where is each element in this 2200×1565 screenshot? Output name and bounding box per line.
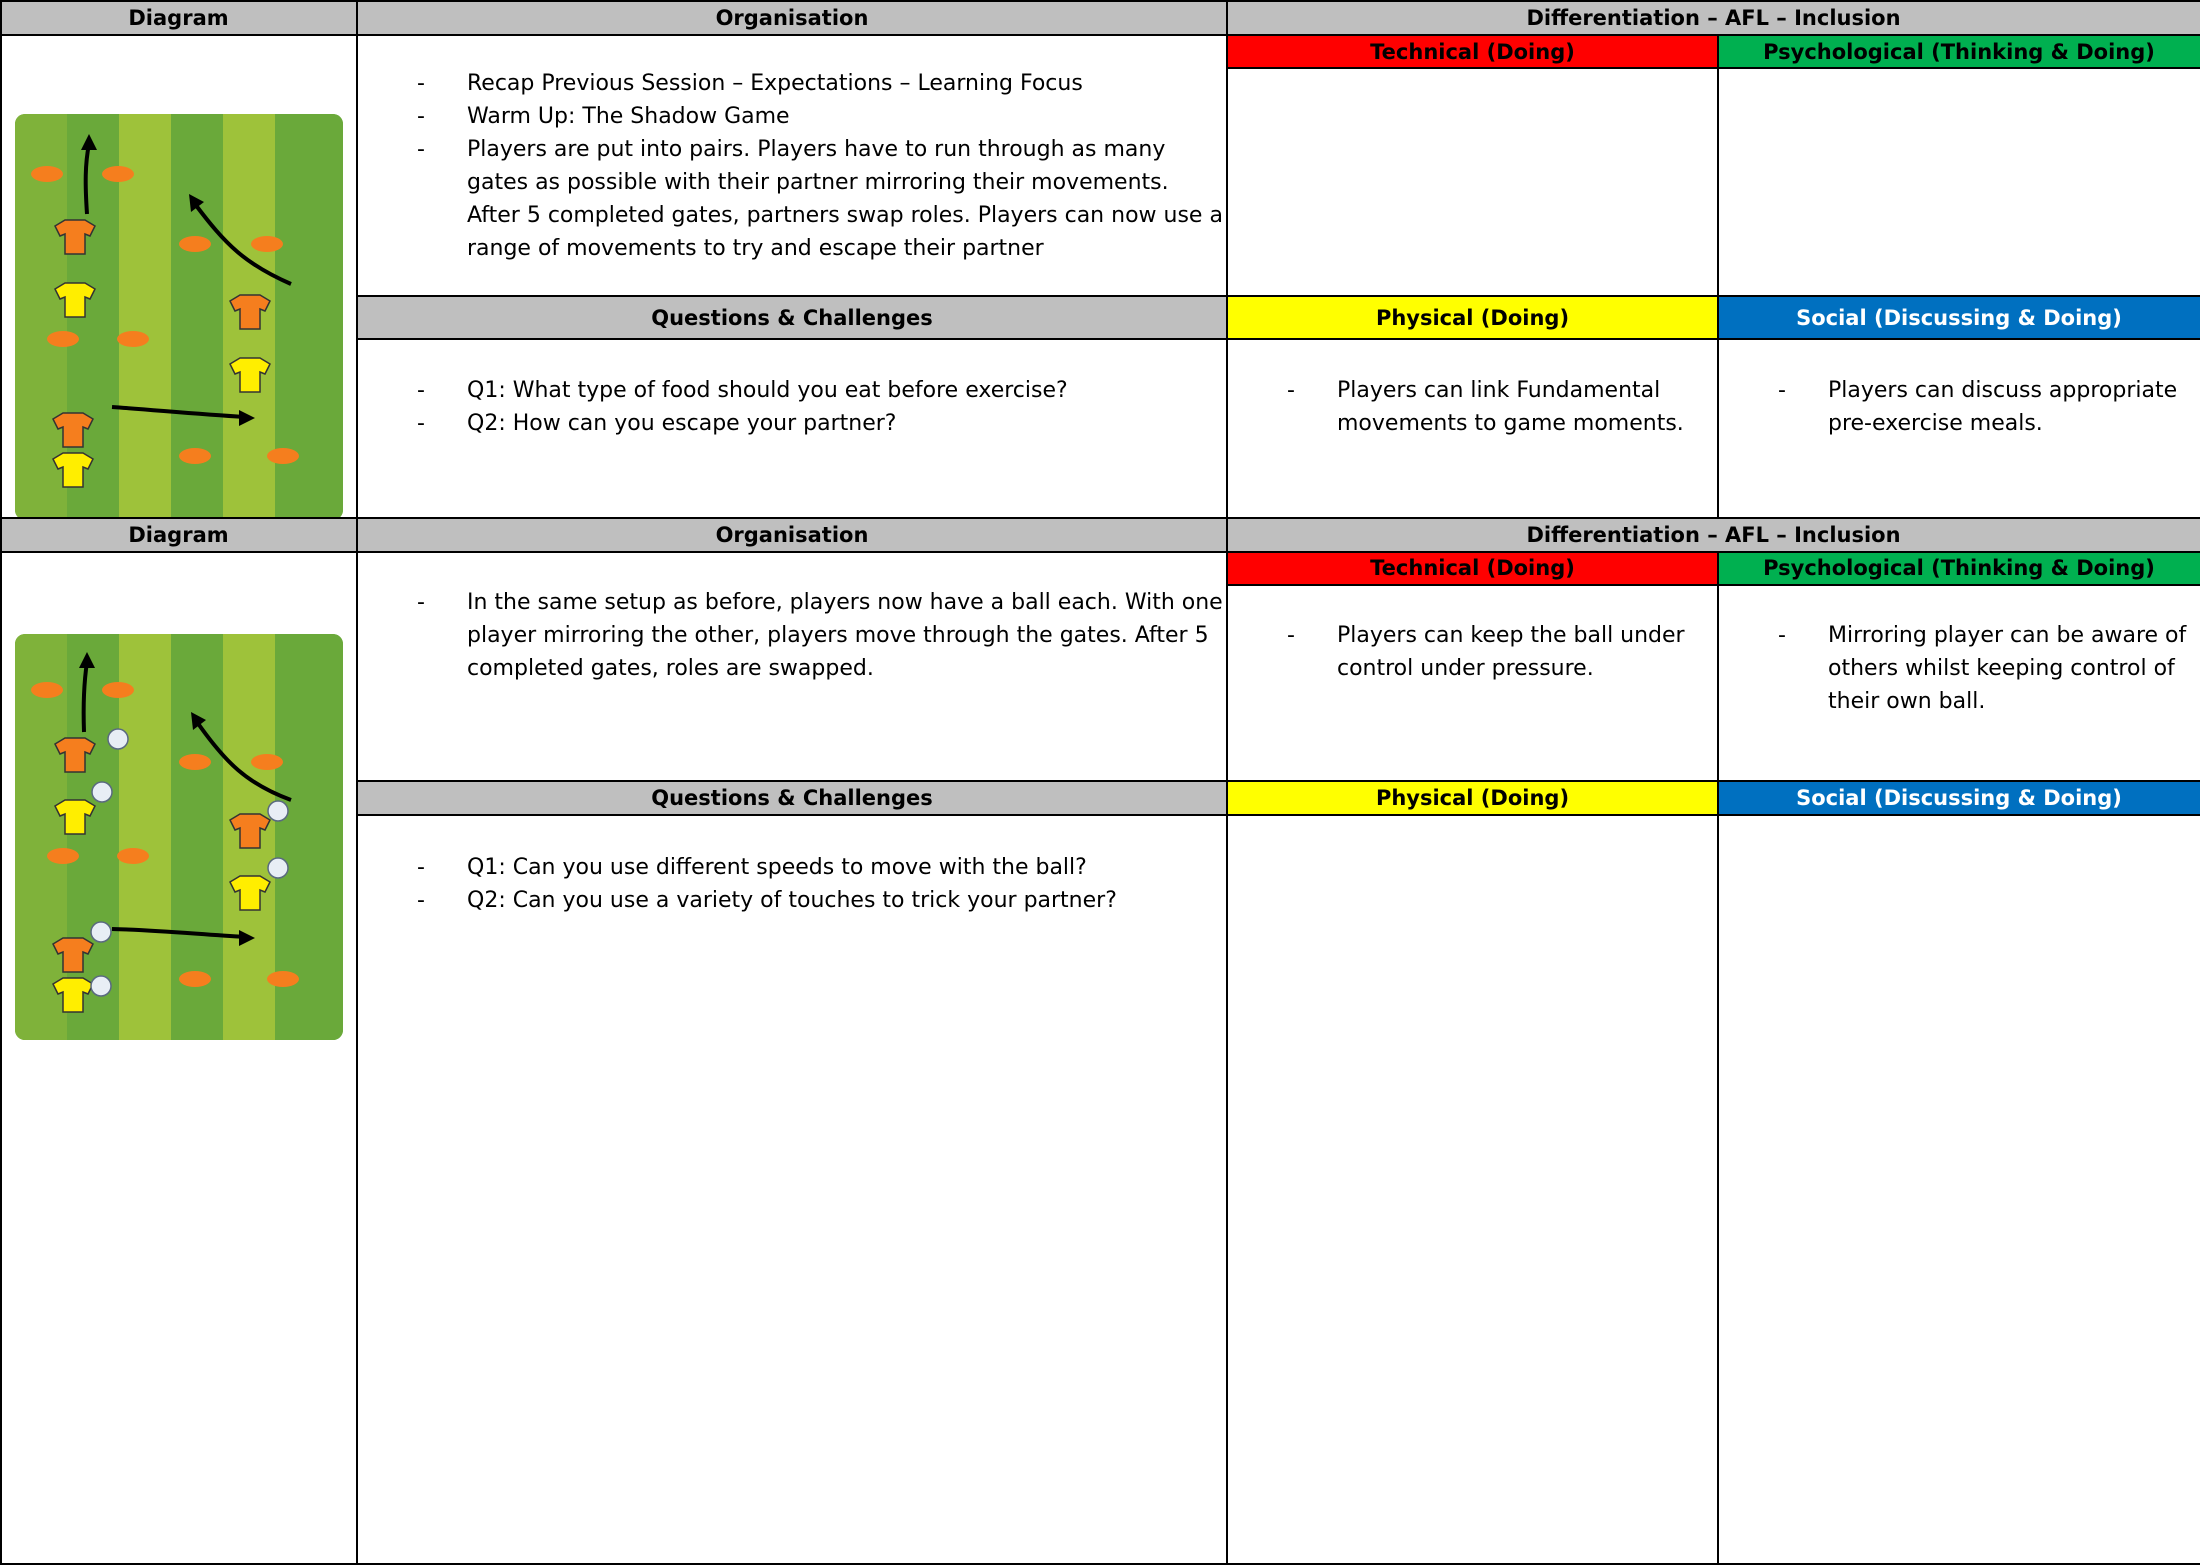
technical-content (1227, 619, 1718, 685)
questions-content (357, 374, 1227, 440)
question-item: - Q1: Can you use different speeds to move with the ball? (357, 851, 1227, 884)
social-content (1718, 374, 2200, 440)
pitch-diagram (15, 634, 343, 1040)
social-label: Social (Discussing & Doing) (1718, 781, 2200, 815)
pitch-svg (15, 114, 343, 520)
organisation-item: - Recap Previous Session – Expectations – Learning Focus (357, 67, 1227, 100)
organisation-item: - Warm Up: The Shadow Game (357, 100, 1227, 133)
questions-content (357, 851, 1227, 917)
question-item: - Q1: What type of food should you eat before exercise? (357, 374, 1227, 407)
questions-header: Questions & Challenges (357, 296, 1227, 339)
organisation-item: - Players are put into pairs. Players have to run through as many gates as possible with their partner mirroring their movements. After 5 completed gates, partners swap roles. Players can now use a range of movements to try and escape their partner (357, 133, 1227, 265)
organisation-header: Organisation (357, 518, 1227, 552)
diagram-header: Diagram (0, 0, 357, 35)
social-item: - Players can discuss appropriate pre-exercise meals. (1718, 374, 2200, 440)
physical-label: Physical (Doing) (1227, 296, 1718, 339)
question-item: - Q2: How can you escape your partner? (357, 407, 1227, 440)
technical-label: Technical (Doing) (1227, 35, 1718, 68)
psychological-item: - Mirroring player can be aware of others whilst keeping control of their own ball. (1718, 619, 2200, 718)
questions-header: Questions & Challenges (357, 781, 1227, 815)
differentiation-header: Differentiation – AFL – Inclusion (1227, 0, 2200, 35)
physical-content (1227, 374, 1718, 440)
pitch-diagram (15, 114, 343, 520)
physical-label: Physical (Doing) (1227, 781, 1718, 815)
question-item: - Q2: Can you use a variety of touches to trick your partner? (357, 884, 1227, 917)
psychological-label: Psychological (Thinking & Doing) (1718, 35, 2200, 68)
physical-item: - Players can link Fundamental movements to game moments. (1227, 374, 1718, 440)
pitch-svg (15, 634, 343, 1040)
psychological-content (1718, 619, 2200, 718)
organisation-header: Organisation (357, 0, 1227, 35)
organisation-content (357, 67, 1227, 265)
section-1 (0, 0, 2200, 520)
organisation-content (357, 586, 1227, 685)
section-2 (0, 518, 2200, 1565)
differentiation-header: Differentiation – AFL – Inclusion (1227, 518, 2200, 552)
social-label: Social (Discussing & Doing) (1718, 296, 2200, 339)
technical-label: Technical (Doing) (1227, 552, 1718, 584)
organisation-item: - In the same setup as before, players now have a ball each. With one player mirroring the other, players move through the gates. After 5 completed gates, roles are swapped. (357, 586, 1227, 685)
diagram-header: Diagram (0, 518, 357, 552)
psychological-label: Psychological (Thinking & Doing) (1718, 552, 2200, 584)
technical-item: - Players can keep the ball under control under pressure. (1227, 619, 1718, 685)
